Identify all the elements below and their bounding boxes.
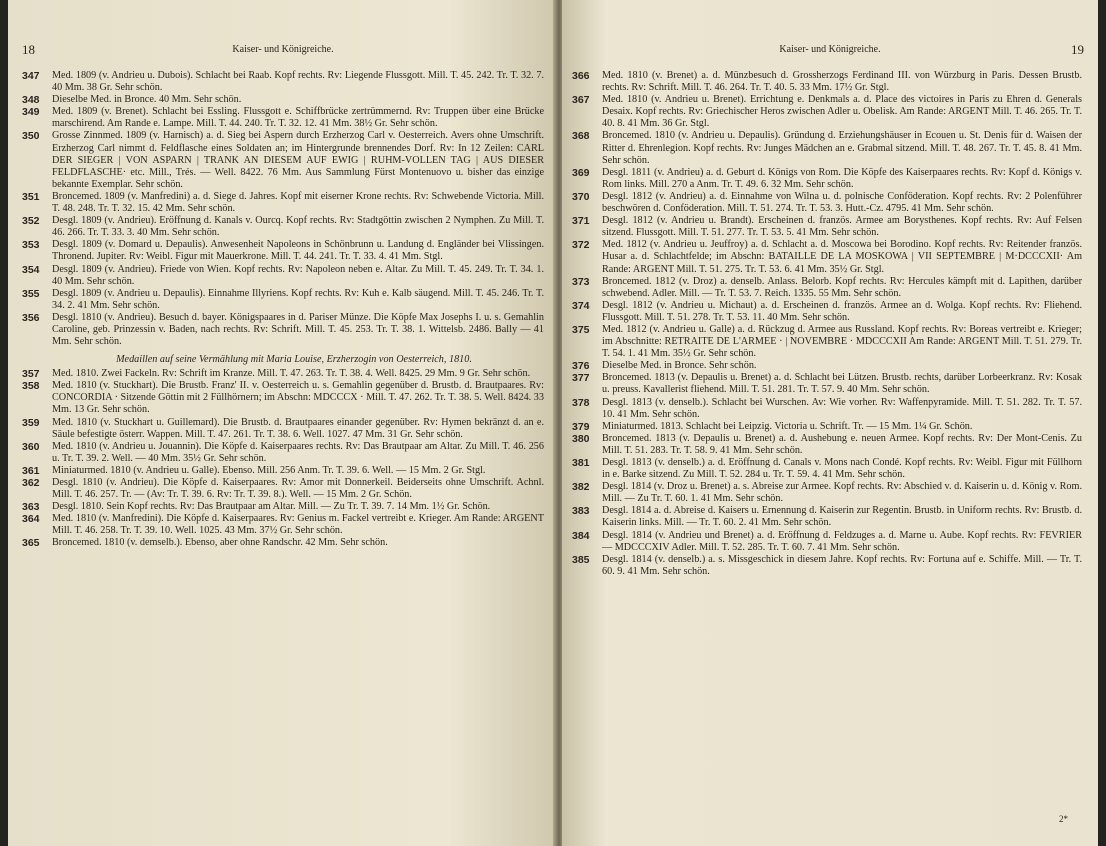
entry-text: Med. 1812 (v. Andrieu u. Jeuffroy) a. d. Schlacht a. d. Moscowa bei Borodino. Kopf rechts. Rv: Reitender französ. Husar a. d. Schlachtfelde; im Abschn: BATAILLE DE LA MOSKOWA | VII SEPTEMBRE | M·DCCCXII· Am Rande: ARGENT Mill. T. 51. 275. Tr. T. 53. 6. 41 Mm. 35½ Gr. Stgl.	[602, 239, 1082, 275]
entry-number: 383	[572, 505, 590, 518]
catalog-entry	[22, 513, 544, 537]
entry-text: Desgl. 1813 (v. denselb.) a. d. Eröffnung d. Canals v. Mons nach Condé. Kopf rechts. Rv: Weibl. Figur mit Füllhorn in e. Barke sitzend. Zu Mill. T. 52. 284 u. Tr. T. 59. 4. 41 Mm. Sehr schön.	[602, 457, 1082, 481]
entry-text: Desgl. 1814 a. d. Abreise d. Kaisers u. Ernennung d. Kaiserin zur Regentin. Brustb. in Uniform rechts. Rv: Brustb. d. Kaiserin links. Mill. — Tr. T. 60. 2. 41 Mm. Sehr schön.	[602, 505, 1082, 529]
entry-number: 370	[572, 190, 590, 203]
entry-number: 357	[22, 368, 40, 381]
catalog-entry	[22, 417, 544, 441]
catalog-entry	[22, 465, 544, 477]
entry-text: Desgl. 1810 (v. Andrieu). Besuch d. bayer. Königspaares in d. Pariser Münze. Die Köpfe Max Josephs I. u. s. Gemahlin Caroline, geb. Prinzessin v. Baden, nach rechts. Rv: Schrift. Mill. T. 45. 253. Tr. T. 38. 1. Wittelsb. 2486. Bally — 41 Mm. Sehr schön.	[52, 311, 544, 348]
entry-number: 351	[22, 190, 40, 203]
entry-number: 372	[572, 239, 590, 252]
entry-number: 379	[572, 420, 590, 433]
catalog-entry	[572, 300, 1082, 324]
entry-number: 359	[22, 416, 40, 429]
catalog-entry	[22, 312, 544, 348]
entry-text: Med. 1810 (v. Brenet) a. d. Münzbesuch d. Grossherzogs Ferdinand III. von Würzburg in Paris. Dessen Brustb. rechts. Rv: Schrift. Mill. T. 46. 264. Tr. T. 40. 5. 33 Mm. 17½ Gr. Stgl.	[602, 70, 1082, 94]
right-entry-list	[572, 70, 1082, 578]
catalog-entry	[572, 397, 1082, 421]
entry-text: Med. 1810 (v. Stuckhart u. Guillemard). Die Brustb. d. Brautpaares einander gegenüber. Rv: Hymen bekränzt d. an e. Säule befestigte österr. Wappen. Mill. T. 47. 261. Tr. T. 38. 6. Well. 1027. 47 Mm. 31 Gr. Sehr schön.	[52, 416, 544, 440]
catalog-entry	[22, 94, 544, 106]
running-head-right: Kaiser- und Königreiche.	[779, 44, 881, 55]
catalog-entry	[572, 530, 1082, 554]
entry-number: 361	[22, 464, 40, 477]
catalog-entry	[572, 457, 1082, 481]
catalog-entry	[572, 167, 1082, 191]
entry-text: Desgl. 1809 (v. Andrieu u. Depaulis). Einnahme Illyriens. Kopf rechts. Rv: Kuh e. Kalb säugend. Mill. T. 45. 246. Tr. T. 34. 2. 41 Mm. Sehr schön.	[52, 287, 544, 311]
entry-number: 348	[22, 94, 40, 107]
entry-number: 373	[572, 275, 590, 288]
entry-number: 366	[572, 70, 590, 82]
page-number-left: 18	[22, 42, 35, 57]
catalog-entry	[22, 106, 544, 130]
entry-text: Desgl. 1809 (v. Andrieu). Friede von Wien. Kopf rechts. Rv: Napoleon neben e. Altar. Zu Mill. T. 45. 249. Tr. T. 34. 1. 40 Mm. Sehr schön.	[52, 263, 544, 287]
entry-number: 382	[572, 481, 590, 494]
catalog-entry	[572, 70, 1082, 94]
entry-number: 384	[572, 529, 590, 542]
entry-number: 378	[572, 396, 590, 409]
entry-text: Dieselbe Med. in Bronce. Sehr schön.	[602, 360, 757, 372]
entry-number: 362	[22, 477, 40, 489]
catalog-entry	[572, 372, 1082, 396]
catalog-entry	[572, 130, 1082, 166]
entry-number: 385	[572, 553, 590, 566]
catalog-entry	[22, 215, 544, 239]
entry-number: 371	[572, 215, 590, 228]
catalog-entry	[22, 501, 544, 513]
catalog-entry	[572, 276, 1082, 300]
entry-number: 352	[22, 215, 40, 228]
entry-number: 380	[572, 432, 590, 445]
entry-number: 374	[572, 299, 590, 312]
catalog-entry	[572, 554, 1082, 578]
entry-text: Med. 1810 (v. Andrieu u. Jouannin). Die Köpfe d. Kaiserpaares rechts. Rv: Das Brautpaar am Altar. Zu Mill. T. 46. 256 u. Tr. T. 39. 2. Well. — 40 Mm. 35½ Gr. Sehr schön.	[52, 440, 544, 464]
catalog-entry	[22, 477, 544, 501]
entry-number: 368	[572, 130, 590, 143]
entry-text: Med. 1809 (v. Brenet). Schlacht bei Essling. Flussgott e. Schiffbrücke zertrümmernd. Rv: Truppen über eine Brücke marschirend. Am Rande e. Lampe. Mill. T. 44. 240. Tr. T. 32. 12. 41 Mm. 38½ Gr. Sehr schön.	[52, 106, 544, 130]
entry-number: 365	[22, 537, 40, 550]
catalog-entry	[22, 368, 544, 380]
right-page	[562, 0, 1098, 846]
catalog-entry	[22, 288, 544, 312]
entry-number: 356	[22, 311, 40, 324]
catalog-entry	[572, 94, 1082, 130]
entry-number: 367	[572, 94, 590, 107]
entry-text: Desgl. 1812 (v. Andrieu u. Michaut) a. d. Erscheinen d. französ. Armee an d. Wolga. Kopf rechts. Rv: Fliehend. Flussgott. Mill. T. 51. 278. Tr. T. 53. 11. 40 Mm. Sehr schön.	[602, 299, 1082, 323]
entry-text: Desgl. 1810. Sein Kopf rechts. Rv: Das Brautpaar am Altar. Mill. — Zu Tr. T. 39. 7. 14 Mm. 1½ Gr. Schön.	[52, 501, 491, 513]
entry-text: Miniaturmed. 1813. Schlacht bei Leipzig. Victoria u. Schrift. Tr. — 15 Mm. 1¼ Gr. Schön.	[602, 420, 973, 432]
left-page	[8, 0, 558, 846]
entry-text: Miniaturmed. 1810 (v. Andrieu u. Galle). Ebenso. Mill. 256 Anm. Tr. T. 39. 6. Well. — 15 Mm. 2 Gr. Stgl.	[52, 464, 486, 476]
catalog-entry	[572, 191, 1082, 215]
entry-text: Med. 1812 (v. Andrieu u. Galle) a. d. Rückzug d. Armee aus Russland. Kopf rechts. Rv: Boreas vertreibt e. Krieger; im Abschnitte: RETRAITE DE L'ARMEE · | NOVEMBRE · MDCCCXII Am Rande: ARGENT Mill. T. 51. 279. Tr. T. 54. 1. 41 Mm. 35½ Gr. Sehr schön.	[602, 323, 1082, 360]
entry-text: Desgl. 1814 (v. Droz u. Brenet) a. s. Abreise zur Armee. Kopf rechts. Rv: Abschied v. d. Kaiserin u. d. König v. Rom. Mill. — Zu Tr. T. 60. 1. 41 Mm. Sehr schön.	[602, 481, 1082, 505]
catalog-entry	[572, 324, 1082, 360]
entry-number: 353	[22, 239, 40, 252]
entry-text: Broncemed. 1813 (v. Depaulis u. Brenet) a. d. Aushebung e. neuen Armee. Kopf rechts. Rv: Der Mont-Cenis. Zu Mill. T. 51. 283. Tr. T. 58. 9. 41 Mm. Sehr schön.	[602, 432, 1082, 456]
catalog-entry	[22, 70, 544, 94]
entry-text: Desgl. 1812 (v. Andrieu u. Brandt). Erscheinen d. französ. Armee am Borysthenes. Kopf rechts. Rv: Auf Felsen sitzend. Flussgott. Mill. T. 51. 277. Tr. T. 53. 5. 41 Mm. Sehr schön.	[602, 215, 1082, 239]
entry-text: Desgl. 1809 (v. Domard u. Depaulis). Anwesenheit Napoleons in Schönbrunn u. Landung d. Engländer bei Vlissingen. Thronend. Jupiter. Rv: Weibl. Figur mit Mauerkrone. Mill. T. 44. 241. Tr. T. 33. 4. 41 Mm. Stgl.	[52, 239, 544, 263]
catalog-entry	[572, 421, 1082, 433]
catalog-entry	[22, 380, 544, 416]
left-entry-list	[22, 70, 544, 550]
entry-number: 375	[572, 323, 590, 336]
entry-text: Desgl. 1812 (v. Andrieu) a. d. Einnahme von Wilna u. d. polnische Conföderation. Kopf rechts. Rv: 2 Polenführer beschwören d. Conföderation. Mill. T. 51. 274. Tr. T. 53. 3. Hutt.-Cz. 4795. 41 Mm. Sehr schön.	[602, 190, 1082, 215]
entry-text: Desgl. 1814 (v. denselb.) a. s. Missgeschick in diesem Jahre. Kopf rechts. Rv: Fortuna auf e. Schiffe. Mill. — Tr. T. 60. 9. 41 Mm. Sehr schön.	[602, 553, 1082, 577]
section-heading: Medaillen auf seine Vermählung mit Maria Louise, Erzherzogin von Oesterreich, 1810.	[116, 354, 472, 366]
entry-number: 363	[22, 501, 40, 514]
entry-number: 355	[22, 287, 40, 300]
entry-number: 381	[572, 457, 590, 469]
entry-number: 354	[22, 263, 40, 276]
entry-text: Broncemed. 1812 (v. Droz) a. denselb. Anlass. Belorb. Kopf rechts. Rv: Hercules kämpft mit d. Lapithen, darüber schwebend. Adler. Mill. — Tr. T. 53. 7. Reich. 1335. 55 Mm. Sehr schön.	[602, 275, 1082, 299]
catalog-entry	[22, 191, 544, 215]
catalog-entry	[572, 360, 1082, 372]
catalog-entry	[572, 239, 1082, 275]
entry-number: 350	[22, 130, 40, 143]
catalog-entry	[572, 481, 1082, 505]
signature-mark: 2*	[1059, 814, 1068, 824]
entry-text: Desgl. 1814 (v. Andrieu und Brenet) a. d. Eröffnung d. Feldzuges a. d. Marne u. Aube. Kopf rechts. Rv: FEVRIER — MDCCCXIV Adler. Mill. T. 52. 285. Tr. T. 60. 7. 41 Mm. Sehr schön.	[602, 529, 1082, 553]
catalog-entry	[22, 130, 544, 190]
catalog-entry	[572, 505, 1082, 529]
entry-number: 364	[22, 513, 40, 526]
catalog-entry	[572, 433, 1082, 457]
entry-text: Med. 1810. Zwei Fackeln. Rv: Schrift im Kranze. Mill. T. 47. 263. Tr. T. 38. 4. Well. 8425. 29 Mm. 9 Gr. Sehr schön.	[52, 368, 531, 380]
entry-text: Broncemed. 1813 (v. Depaulis u. Brenet) a. d. Schlacht bei Lützen. Brustb. rechts, darüber Lorbeerkranz. Rv: Kosak u. preuss. Kavallerist fliehend. Mill. T. 51. 281. Tr. T. 57. 9. 40 Mm. Sehr schön.	[602, 372, 1082, 396]
entry-number: 349	[22, 106, 40, 119]
entry-number: 358	[22, 380, 40, 393]
entry-text: Med. 1809 (v. Andrieu u. Dubois). Schlacht bei Raab. Kopf rechts. Rv: Liegende Flussgott. Mill. T. 45. 242. Tr. T. 32. 7. 40 Mm. 38 Gr. Sehr schön.	[52, 70, 544, 94]
entry-text: Med. 1810 (v. Andrieu u. Brenet). Errichtung e. Denkmals a. d. Place des victoires in Paris zu Ehren d. Generals Desaix. Kopf rechts. Rv: Griechischer Heros zwischen Adler u. Obelisk. Am Rande: ARGENT Mill. T. 46. 265. Tr. T. 40. 8. 41 Mm. 36 Gr. Stgl.	[602, 94, 1082, 130]
running-head-left: Kaiser- und Königreiche.	[232, 44, 334, 55]
entry-number: 347	[22, 70, 40, 82]
entry-text: Dieselbe Med. in Bronce. 40 Mm. Sehr schön.	[52, 94, 242, 106]
entry-number: 369	[572, 166, 590, 179]
entry-number: 376	[572, 360, 590, 373]
entry-text: Broncemed. 1810 (v. Andrieu u. Depaulis). Gründung d. Erziehungshäuser in Ecouen u. St. Denis für d. Waisen der Ritter d. Ehrenlegion. Kopf rechts. Rv: Junges Mädchen an e. Grabmal sitzend. Mill. T. 48. 267. Tr. T. 45. 8. 41 Mm. Sehr schön.	[602, 130, 1082, 166]
entry-text: Med. 1810 (v. Stuckhart). Die Brustb. Franz' II. v. Oesterreich u. s. Gemahlin gegenüber d. Brustb. d. Brautpaares. Rv: CONCORDIA · Sitzende Göttin mit 2 Füllhörnern; im Abschn: MDCCCX · Mill. T. 47. 262. Tr. T. 38. 5. Well. 8424. 33 Mm. 13 Gr. Sehr schön.	[52, 380, 544, 416]
entry-text: Desgl. 1810 (v. Andrieu). Die Köpfe d. Kaiserpaares. Rv: Amor mit Donnerkeil. Beiderseits ohne Umschrift. Achnl. Mill. T. 46. 257. Tr. — (Av: Tr. T. 39. 6. Rv: Tr. T. 39. 8.). Well. — 15 Mm. 2 Gr. Schön.	[52, 477, 544, 501]
catalog-entry	[572, 215, 1082, 239]
entry-text: Desgl. 1809 (v. Andrieu). Eröffnung d. Kanals v. Ourcq. Kopf rechts. Rv: Stadtgöttin zwischen 2 Nymphen. Zu Mill. T. 46. 266. Tr. T. 33. 3. 40 Mm. Sehr schön.	[52, 215, 544, 239]
entry-text: Broncemed. 1810 (v. demselb.). Ebenso, aber ohne Randschr. 42 Mm. Sehr schön.	[52, 537, 388, 549]
entry-text: Broncemed. 1809 (v. Manfredini) a. d. Siege d. Jahres. Kopf mit eiserner Krone rechts. Rv: Schwebende Victoria. Mill. T. 48. 248. Tr. T. 32. 15. 42 Mm. Sehr schön.	[52, 190, 544, 215]
entry-text: Desgl. 1813 (v. denselb.). Schlacht bei Wurschen. Av: Wie vorher. Rv: Waffenpyramide. Mill. T. 51. 282. Tr. T. 57. 10. 41 Mm. Sehr schön.	[602, 396, 1082, 420]
catalog-entry	[22, 441, 544, 465]
catalog-entry	[22, 537, 544, 549]
entry-number: 360	[22, 440, 40, 453]
catalog-entry	[22, 264, 544, 288]
entry-text: Desgl. 1811 (v. Andrieu) a. d. Geburt d. Königs von Rom. Die Köpfe des Kaiserpaares rechts. Rv: Kopf d. Königs v. Rom links. Mill. 270 a Anm. Tr. T. 49. 6. 32 Mm. Sehr schön.	[602, 166, 1082, 190]
page-number-right: 19	[1071, 42, 1084, 57]
entry-text: Grosse Zinnmed. 1809 (v. Harnisch) a. d. Sieg bei Aspern durch Erzherzog Carl v. Oesterreich. Avers ohne Umschrift. Erzherzog Carl nimmt d. Feldflasche eines Soldaten an; im Hintergrunde brennendes Dorf. Rv: In 12 Zeilen: CARL DER SIEGER | VON ASPARN | TRANK AN DIESEM AUF EWIG | RUHM-VOLLEN TAG | AUS DIESER FELDFLASCHE· etc. Mill., Trés. — Well. 8422. 76 Mm. Aus Sammlung Fürst Montenuovo u. bisher das einzige bekannte Exemplar. Sehr schön.	[52, 130, 544, 190]
catalog-entry	[22, 239, 544, 263]
entry-number: 377	[572, 372, 590, 385]
entry-text: Med. 1810 (v. Manfredini). Die Köpfe d. Kaiserpaares. Rv: Genius m. Fackel vertreibt e. Krieger. Am Rande: ARGENT Mill. T. 46. 258. Tr. T. 39. 10. Well. 1025. 43 Mm. 37½ Gr. Sehr schön.	[52, 513, 544, 537]
